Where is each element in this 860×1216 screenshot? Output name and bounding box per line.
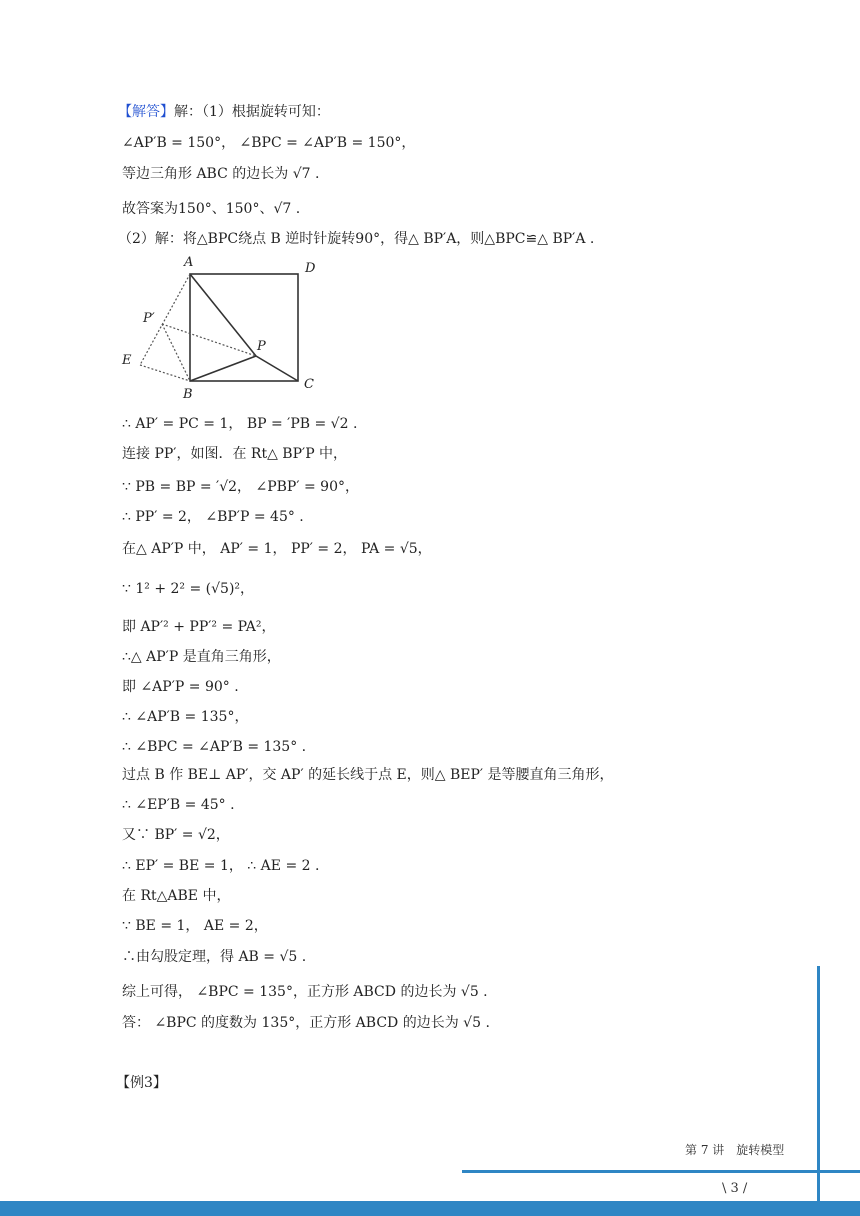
solution-line: ∵ BE = 1， AE = 2， (122, 918, 268, 934)
solution-line: 连接 PP′，如图．在 Rt△ BP′P 中， (122, 446, 348, 462)
footer-chapter-title: 第 7 讲 旋转模型 (685, 1143, 785, 1157)
label-d: D (305, 261, 316, 276)
solution-line: ∴ ∠EP′B = 45° . (122, 797, 235, 813)
label-p-prime: P′ (143, 311, 155, 326)
solution-line: ∵ PB = BP = ′√2， ∠PBP′ = 90°， (122, 479, 359, 495)
solution-line: 答： ∠BPC 的度数为 135°，正方形 ABCD 的边长为 √5 . (122, 1015, 490, 1031)
segment-eb-dashed (140, 365, 190, 381)
solution-line: （2）解：将△BPC绕点 B 逆时针旋转90°，得△ BP′A，则△BPC≌△ BP′A . (118, 231, 595, 247)
solution-line: 过点 B 作 BE⊥ AP′，交 AP′ 的延长线于点 E，则△ BEP′ 是等腰直角三角形， (122, 767, 614, 783)
segment-bp (190, 356, 256, 381)
label-c: C (304, 377, 314, 392)
label-b: B (183, 387, 193, 400)
solution-line: ∵ 1² + 2² = (√5)²， (122, 581, 255, 597)
page-number: \ 3 / (722, 1181, 748, 1196)
solution-line: 在 Rt△ABE 中， (122, 888, 231, 904)
solution-line: ∴ EP′ = BE = 1， ∴ AE = 2 . (122, 858, 320, 874)
solution-line: 故答案为150°、150°、√7 . (122, 201, 301, 217)
label-e: E (122, 353, 132, 368)
square-rotation-diagram (118, 252, 328, 400)
segment-cp (256, 356, 298, 381)
solution-line: ∴ AP′ = PC = 1， BP = ′PB = √2 . (122, 416, 358, 432)
solution-line: 等边三角形 ABC 的边长为 √7 . (122, 166, 320, 182)
solution-line: 即 AP′² + PP′² = PA²， (122, 619, 276, 635)
square-abcd (190, 274, 298, 381)
solution-line: ∴由勾股定理，得 AB = √5 . (122, 949, 307, 965)
solution-line: ∴ ∠BPC = ∠AP′B = 135° . (122, 739, 307, 755)
solution-line: 即 ∠AP′P = 90° . (122, 679, 239, 695)
solution-line: 在△ AP′P 中， AP′ = 1， PP′ = 2， PA = √5， (122, 541, 432, 557)
footer-rule (462, 1170, 860, 1173)
segment-pp-dashed (162, 324, 256, 356)
example-heading: 【例3】 (116, 1075, 167, 1091)
solution-intro-text: 解：（1）根据旋转可知： (174, 104, 330, 120)
solution-line: ∴△ AP′P 是直角三角形， (122, 649, 281, 665)
segment-ap (190, 274, 256, 356)
solution-line: ∴ ∠AP′B = 135°， (122, 709, 249, 725)
margin-bar (817, 966, 820, 1216)
solution-tag: 【解答】 (118, 104, 174, 120)
solution-line: ∴ PP′ = 2， ∠BP′P = 45° . (122, 509, 304, 525)
solution-line: 又∵ BP′ = √2， (122, 827, 230, 843)
solution-line: 综上可得， ∠BPC = 135°，正方形 ABCD 的边长为 √5 . (122, 984, 488, 1000)
solution-intro (118, 103, 330, 121)
solution-line: ∠AP′B = 150°， ∠BPC = ∠AP′B = 150°， (122, 135, 416, 151)
label-a: A (184, 255, 194, 270)
footer-band (0, 1201, 860, 1216)
label-p: P (257, 339, 266, 354)
